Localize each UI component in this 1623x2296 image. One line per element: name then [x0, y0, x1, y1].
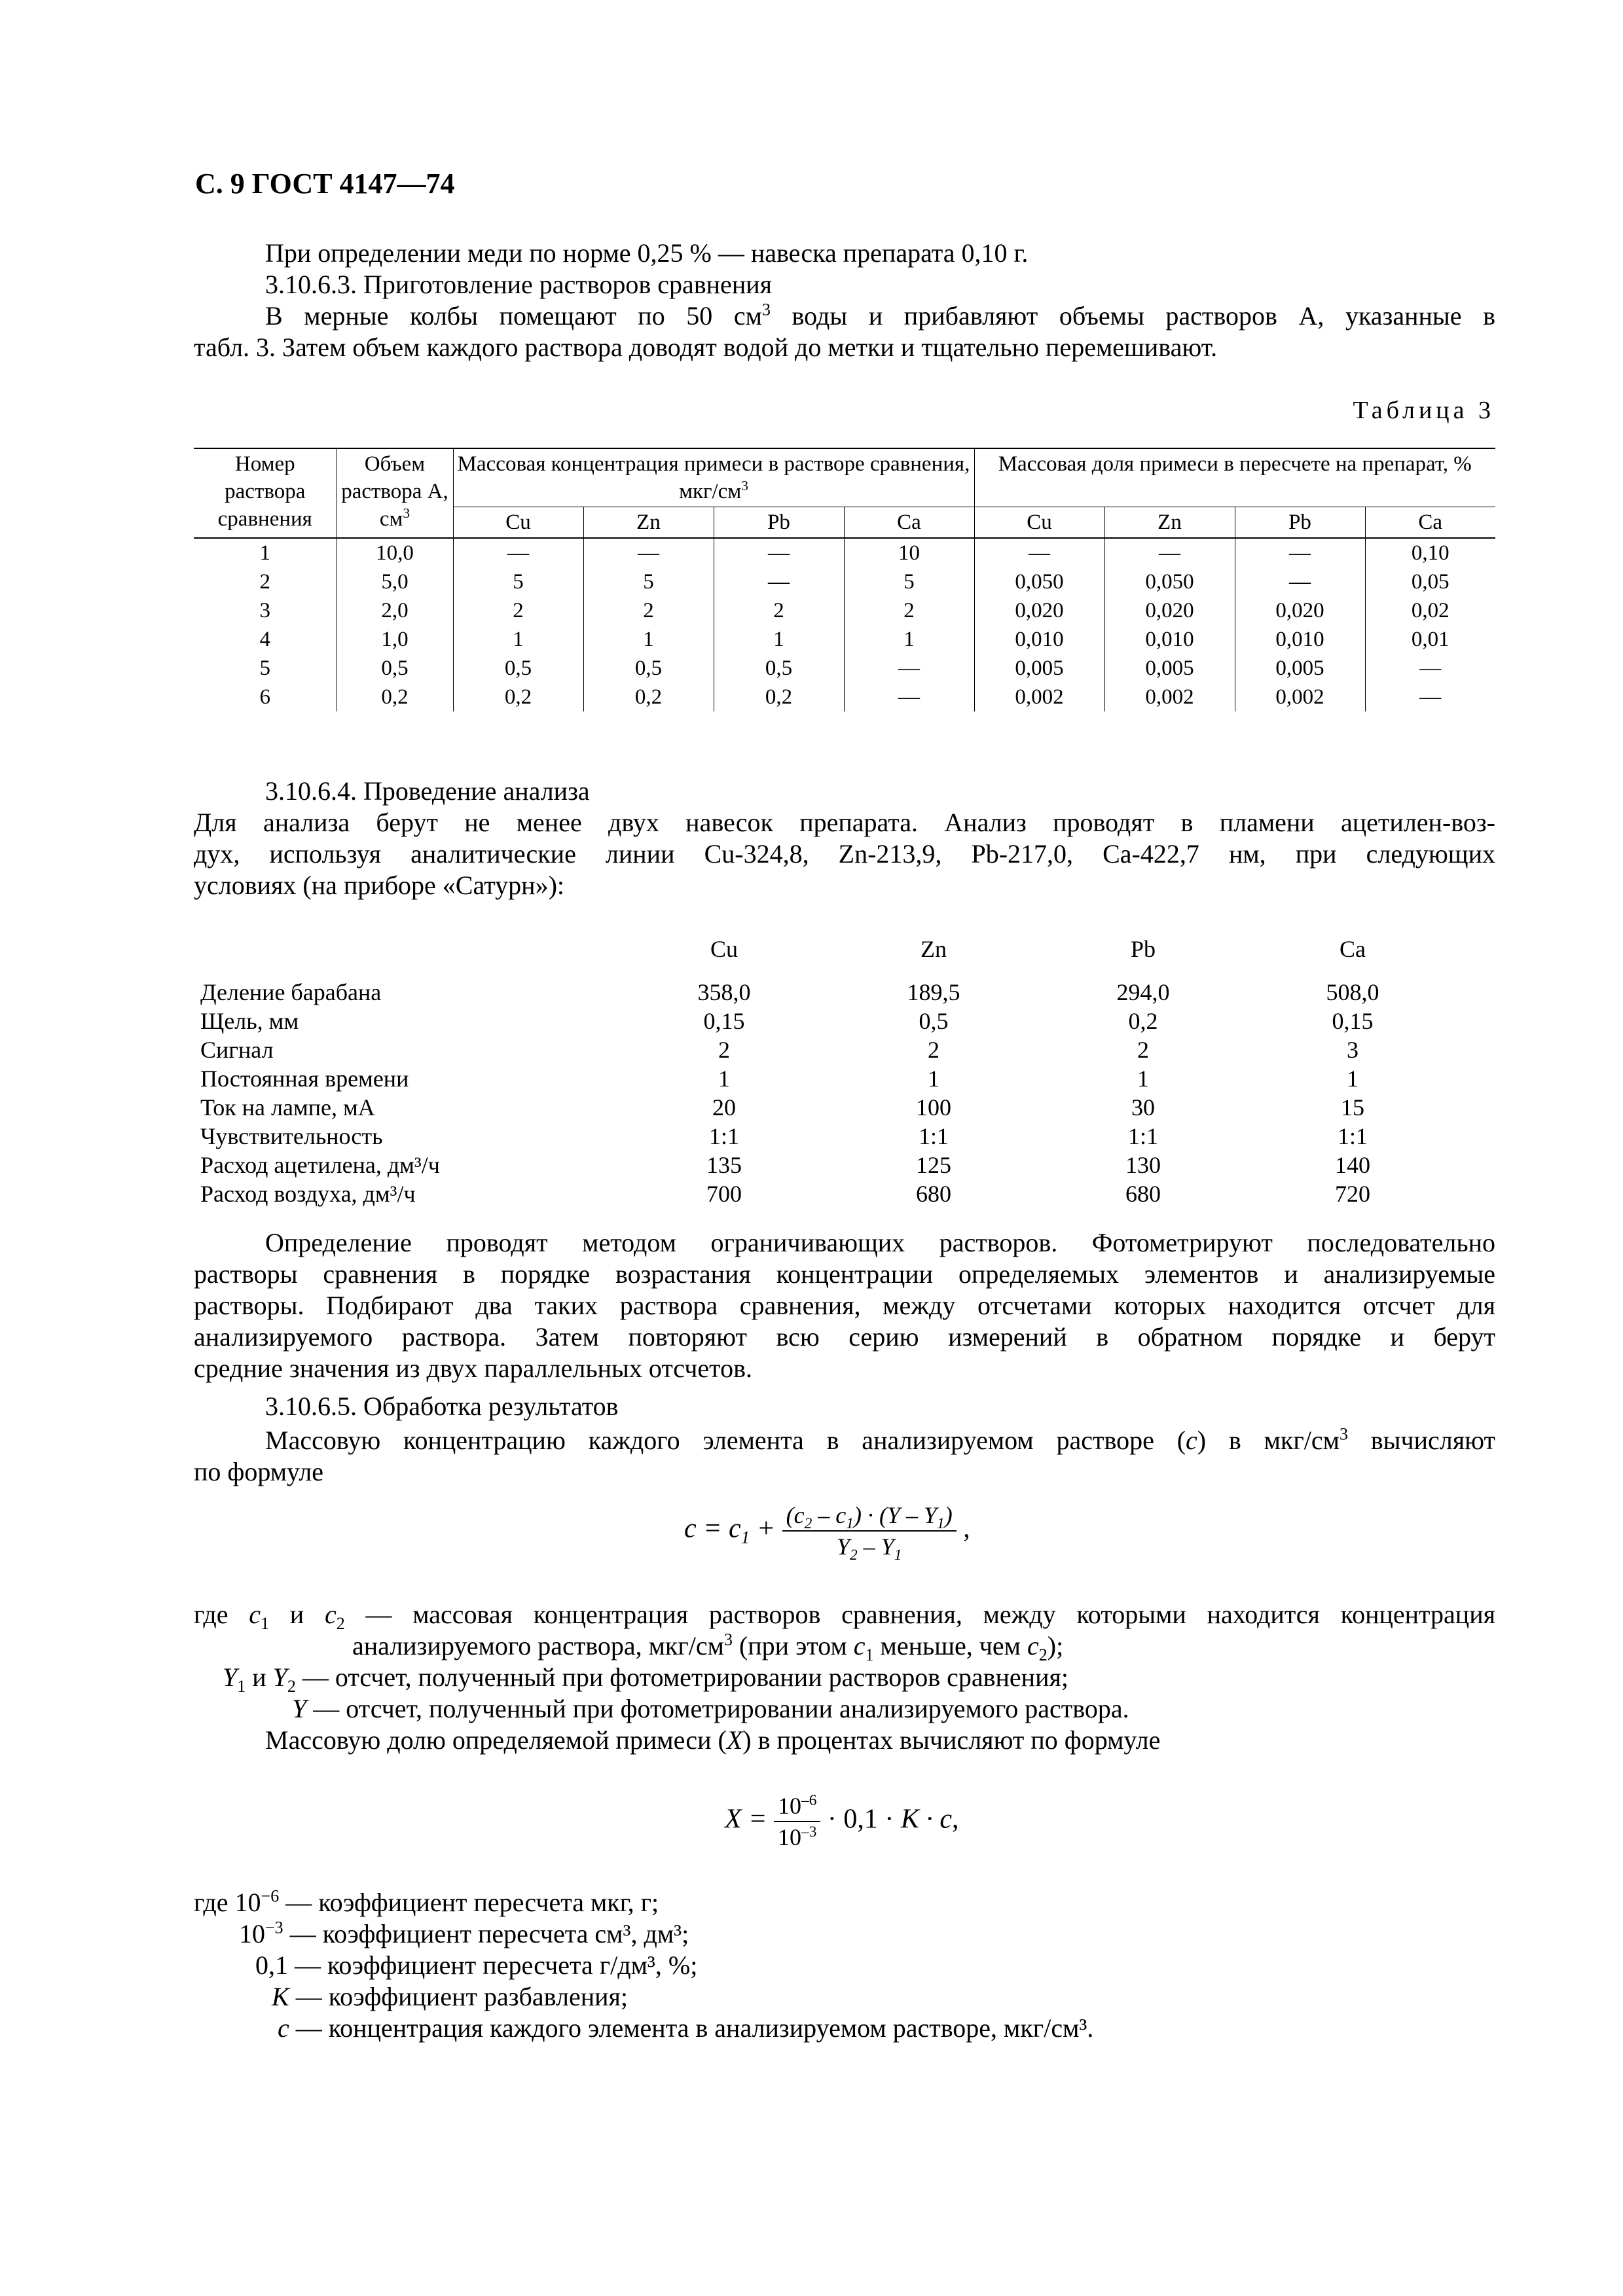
where-y: Y — отсчет, полученный при фотометрировании анализируемого раствора. — [292, 1694, 1129, 1723]
header-volume: Объем раствора А, $см^3$ — [337, 448, 453, 538]
table-3 — [194, 448, 1495, 711]
page-header: С. 9 ГОСТ 4147—74 — [195, 168, 455, 200]
where-c1-c2-line2: анализируемого раствора, мкг/$см^3$ (при этом $c_1$ меньше, чем $c_2$); — [352, 1630, 1064, 1664]
analysis-line3: условиях (на приборе «Сатурн»): — [194, 870, 564, 900]
conditions-row: Постоянная времени 1 1 1 1 — [200, 1066, 1359, 1092]
table-row: 5 0,5 0,5 0,5 0,5 — 0,005 0,005 0,005 — — [194, 654, 1495, 683]
analysis-line2: дух, используя аналитические линии Cu-324,8, Zn-213,9, Pb-217,0, Ca-422,7 нм, при следующих — [194, 839, 1495, 869]
instrument-conditions-table — [200, 935, 1457, 1208]
coef-3: 0,1 — коэффициент пересчета г/дм³, %; — [255, 1950, 698, 1980]
coef-2: $10^{-3}$ — коэффициент пересчета см³, дм³; — [239, 1918, 689, 1948]
table-row: 6 0,2 0,2 0,2 0,2 — 0,002 0,002 0,002 — — [194, 683, 1495, 711]
header-conc-zn: Zn — [583, 507, 714, 539]
header-conc-pb: Pb — [714, 507, 844, 539]
coef-5: c — концентрация каждого элемента в анализируемом растворе, мкг/см³. — [278, 2013, 1094, 2043]
method-line4: анализируемого раствора. Затем повторяют всю серию измерений в обратном порядке и берут — [194, 1322, 1495, 1352]
section-3-10-6-4-title: 3.10.6.4. Проведение анализа — [265, 776, 590, 806]
conditions-row: Щель, мм 0,15 0,5 0,2 0,15 — [200, 1008, 1374, 1034]
analysis-line1: Для анализа берут не менее двух навесок препарата. Анализ проводят в пламени ацетилен-воз- — [194, 808, 1495, 837]
table-row: 3 2,0 2 2 2 2 0,020 0,020 0,020 0,02 — [194, 596, 1495, 625]
conditions-row: Деление барабана 358,0 189,5 294,0 508,0 — [200, 979, 1379, 1005]
method-line3: растворы. Подбирают два таких раствора сравнения, между отсчетами которых находится отсчет для — [194, 1291, 1495, 1320]
header-share-ca: Ca — [1365, 507, 1495, 539]
header-solution-number: Номер раствора сравнения — [194, 448, 337, 538]
processing-line2: по формуле — [194, 1457, 323, 1486]
table-row: 2 5,0 5 5 — 5 0,050 0,050 — 0,05 — [194, 567, 1495, 596]
table-row: 1 10,0 — — — 10 — — — 0,10 — [194, 538, 1495, 567]
conditions-row: Чувствительность 1:1 1:1 1:1 1:1 — [200, 1123, 1368, 1149]
conditions-row: Ток на лампе, мА 20 100 30 15 — [200, 1094, 1364, 1121]
header-conc-ca: Ca — [844, 507, 974, 539]
method-line5: средние значения из двух параллельных отсчетов. — [194, 1354, 752, 1383]
method-line2: растворы сравнения в порядке возрастания концентрации определяемых элементов и анализируемые — [194, 1259, 1495, 1289]
formula-mass-share: X = $\frac{10^{-6}}{10^{-3}}$ · 0,1 · K · c, — [725, 1792, 959, 1850]
paragraph-flasks-line2: табл. 3. Затем объем каждого раствора доводят водой до метки и тщательно перемешивают. — [194, 332, 1218, 362]
header-conc-cu: Cu — [453, 507, 583, 539]
processing-line1: Массовую концентрацию каждого элемента в анализируемом растворе (c) в мкг/$см^3$ вычисляют — [265, 1424, 1495, 1455]
where-c1-c2-line1: где $c_1$ и $c_2$ — массовая концентрация растворов сравнения, между которыми находится концентрация — [194, 1600, 1495, 1633]
conditions-row: Расход ацетилена, дм³/ч 135 125 130 140 — [200, 1152, 1370, 1178]
header-share-zn: Zn — [1104, 507, 1235, 539]
table-caption: Таблица 3 — [1353, 397, 1495, 424]
coef-4: K — коэффициент разбавления; — [272, 1982, 629, 2011]
conditions-row: Расход воздуха, дм³/ч 700 680 680 720 — [200, 1181, 1370, 1207]
where-y1-y2: $Y_1$ и $Y_2$ — отсчет, полученный при фотометрировании растворов сравнения; — [223, 1662, 1068, 1696]
header-concentration: Массовая концентрация примеси в растворе сравнения, мкг/$см^3$ — [453, 448, 974, 507]
mass-share-intro: Массовую долю определяемой примеси (X) в процентах вычисляют по формуле — [265, 1725, 1161, 1755]
paragraph-copper-norm: При определении меди по норме 0,25 % — навеска препарата 0,10 г. — [265, 238, 1029, 268]
header-share-cu: Cu — [974, 507, 1104, 539]
conditions-header-row: Cu Zn Pb Ca — [710, 936, 1366, 962]
section-3-10-6-5-title: 3.10.6.5. Обработка результатов — [265, 1391, 619, 1421]
header-mass-share: Массовая доля примеси в пересчете на препарат, % — [974, 448, 1495, 507]
formula-concentration: $c = c_1$ + $\frac{(c_2 - c_1) \cdot (Y - Y_1)}{Y_2 - Y_1}$ , — [684, 1500, 970, 1562]
table-row: 4 1,0 1 1 1 1 0,010 0,010 0,010 0,01 — [194, 625, 1495, 654]
coef-1: где $10^{-6}$ — коэффициент пересчета мкг, г; — [194, 1886, 659, 1917]
paragraph-flasks-line1: В мерные колбы помещают по 50 $см^3$ воды и прибавляют объемы растворов А, указанные в — [265, 300, 1496, 331]
section-3-10-6-3-title: 3.10.6.3. Приготовление растворов сравнения — [265, 270, 773, 299]
method-line1: Определение проводят методом ограничивающих растворов. Фотометрируют последовательно — [265, 1228, 1495, 1257]
conditions-row: Сигнал 2 2 2 3 — [200, 1037, 1359, 1063]
header-share-pb: Pb — [1235, 507, 1365, 539]
